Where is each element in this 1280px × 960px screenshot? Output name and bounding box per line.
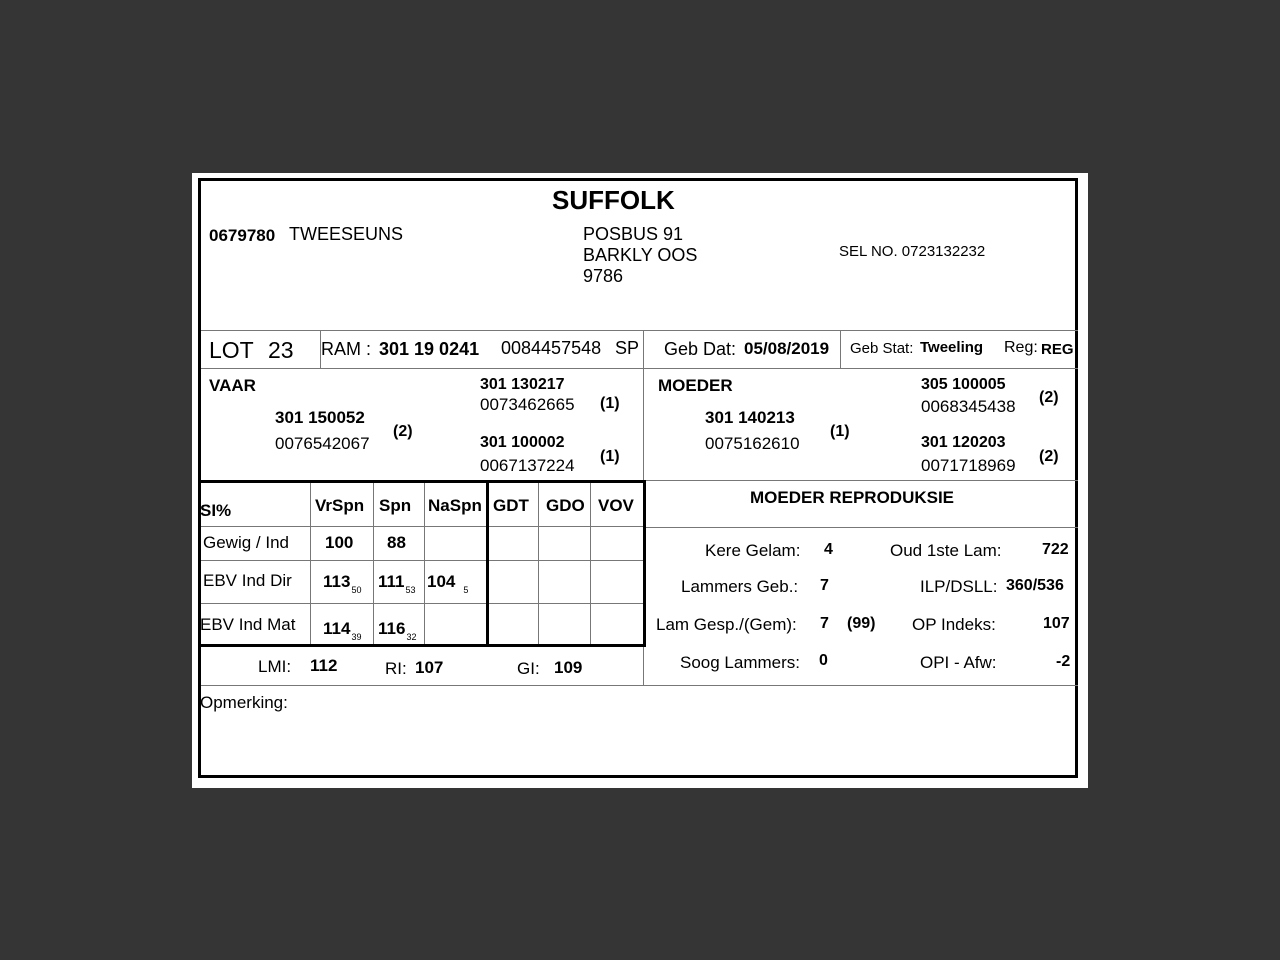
divider	[645, 527, 1078, 528]
birth-date-label: Geb Dat:	[664, 339, 737, 359]
table-border	[486, 480, 489, 647]
lmi-value: 112	[310, 656, 338, 675]
sire-sire-id: 301 130217	[480, 376, 565, 393]
col-header-naspn: NaSpn	[428, 496, 482, 515]
divider	[201, 526, 644, 527]
ri-value: 107	[415, 658, 444, 677]
cell-weight-vrspn: 100	[325, 533, 354, 552]
dam-id: 301 140213	[705, 408, 795, 427]
repro-title: MOEDER REPRODUKSIE	[750, 488, 955, 507]
row-label-weight: Gewig / Ind	[203, 533, 289, 552]
lmi-label: LMI:	[258, 657, 292, 676]
divider	[538, 483, 539, 645]
accuracy-value: 32	[406, 632, 417, 642]
row-label-ebv-dir: EBV Ind Dir	[203, 571, 292, 590]
sire-dam-reg-no: 0067137224	[480, 456, 575, 475]
sire-dam-id: 301 100002	[480, 434, 565, 451]
divider	[201, 368, 1078, 369]
gi-value: 109	[554, 658, 583, 677]
sire-id: 301 150052	[275, 408, 365, 427]
breed-title: SUFFOLK	[552, 185, 675, 215]
address-line-1: POSBUS 91	[583, 224, 684, 244]
gi-label: GI:	[517, 659, 540, 678]
age-first-lamb-value: 722	[1042, 541, 1069, 558]
ebv-value: 113	[323, 572, 351, 591]
opi-deviation-value: -2	[1056, 653, 1071, 670]
dam-dam-reg-no: 0071718969	[921, 456, 1016, 475]
sire-label: VAAR	[209, 376, 256, 395]
lambs-weaned-value: 7	[820, 615, 829, 632]
divider	[645, 480, 1078, 481]
col-header-gdt: GDT	[493, 496, 529, 515]
lambs-born-value: 7	[820, 577, 829, 594]
col-header-gdo: GDO	[546, 496, 585, 515]
divider	[310, 483, 311, 645]
divider	[590, 483, 591, 645]
reg-label: Reg:	[1004, 339, 1038, 356]
cell-weight-spn: 88	[387, 533, 406, 552]
si-percent-header: SI%	[200, 501, 232, 520]
ebv-value: 104	[427, 572, 456, 591]
sire-sire-count: (1)	[600, 395, 620, 412]
table-border	[643, 480, 646, 647]
row-label-ebv-mat: EBV Ind Mat	[200, 615, 296, 634]
col-header-vov: VOV	[598, 496, 634, 515]
cell-ebv-mat-vrspn	[323, 620, 361, 642]
ilp-dsll-value: 360/536	[1006, 577, 1064, 594]
cell-ebv-mat-spn	[378, 620, 416, 642]
times-lambed-value: 4	[824, 541, 833, 558]
dam-count: (1)	[830, 423, 850, 440]
cell-ebv-dir-spn	[378, 573, 416, 595]
col-header-vrspn: VrSpn	[315, 496, 365, 515]
address-line-2: BARKLY OOS	[583, 245, 698, 265]
op-index-label: OP Indeks:	[912, 615, 996, 634]
ebv-value: 111	[378, 572, 405, 591]
accuracy-value: 39	[351, 632, 362, 642]
breeder-name: TWEESEUNS	[289, 224, 404, 244]
divider	[840, 330, 841, 368]
remarks-label: Opmerking:	[200, 693, 288, 712]
ram-id: 301 19 0241	[379, 339, 480, 359]
dam-reg-no: 0075162610	[705, 434, 800, 453]
cell-ebv-dir-naspn	[427, 573, 468, 595]
birth-date: 05/08/2019	[744, 339, 830, 358]
dam-sire-id: 305 100005	[921, 376, 1006, 393]
sire-count: (2)	[393, 423, 413, 440]
ram-grade: SP	[615, 338, 640, 358]
ri-label: RI:	[385, 659, 407, 678]
dam-sire-count: (2)	[1039, 389, 1059, 406]
col-header-spn: Spn	[379, 496, 412, 515]
divider	[373, 483, 374, 645]
table-border	[200, 480, 646, 483]
ilp-dsll-label: ILP/DSLL:	[920, 577, 998, 596]
lot-label: LOT	[209, 337, 254, 363]
age-first-lamb-label: Oud 1ste Lam:	[890, 541, 1002, 560]
breeder-number: 0679780	[209, 226, 276, 245]
birth-status-label: Geb Stat:	[850, 340, 914, 357]
table-border	[200, 644, 646, 647]
sire-sire-reg-no: 0073462665	[480, 395, 575, 414]
suckling-lambs-value: 0	[819, 652, 828, 669]
divider	[201, 603, 644, 604]
lambs-born-label: Lammers Geb.:	[681, 577, 799, 596]
lambs-weaned-label: Lam Gesp./(Gem):	[656, 615, 797, 634]
ebv-value: 116	[378, 619, 406, 638]
reg-value: REG	[1041, 341, 1074, 358]
card-frame	[198, 178, 1078, 778]
dam-dam-count: (2)	[1039, 448, 1059, 465]
dam-sire-reg-no: 0068345438	[921, 397, 1016, 416]
address-line-3: 9786	[583, 266, 624, 286]
lambs-weaned-avg: (99)	[847, 615, 876, 632]
cell-ebv-dir-vrspn	[323, 573, 361, 595]
dam-dam-id: 301 120203	[921, 434, 1006, 451]
ram-label: RAM :	[321, 339, 372, 359]
ram-reg-no: 0084457548	[501, 338, 602, 358]
suckling-lambs-label: Soog Lammers:	[680, 653, 800, 672]
accuracy-value: 5	[463, 585, 469, 595]
sire-reg-no: 0076542067	[275, 434, 370, 453]
birth-status: Tweeling	[920, 339, 984, 356]
divider	[201, 685, 1078, 686]
accuracy-value: 53	[405, 585, 416, 595]
divider	[201, 330, 1078, 331]
opi-deviation-label: OPI - Afw:	[920, 653, 997, 672]
dam-label: MOEDER	[658, 376, 733, 395]
op-index-value: 107	[1043, 615, 1070, 632]
ebv-value: 114	[323, 619, 351, 638]
divider	[424, 483, 425, 645]
accuracy-value: 50	[351, 585, 362, 595]
phone-number: SEL NO. 0723132232	[839, 243, 986, 260]
sire-dam-count: (1)	[600, 448, 620, 465]
times-lambed-label: Kere Gelam:	[705, 541, 801, 560]
lot-number: 23	[268, 337, 294, 363]
divider	[201, 560, 644, 561]
